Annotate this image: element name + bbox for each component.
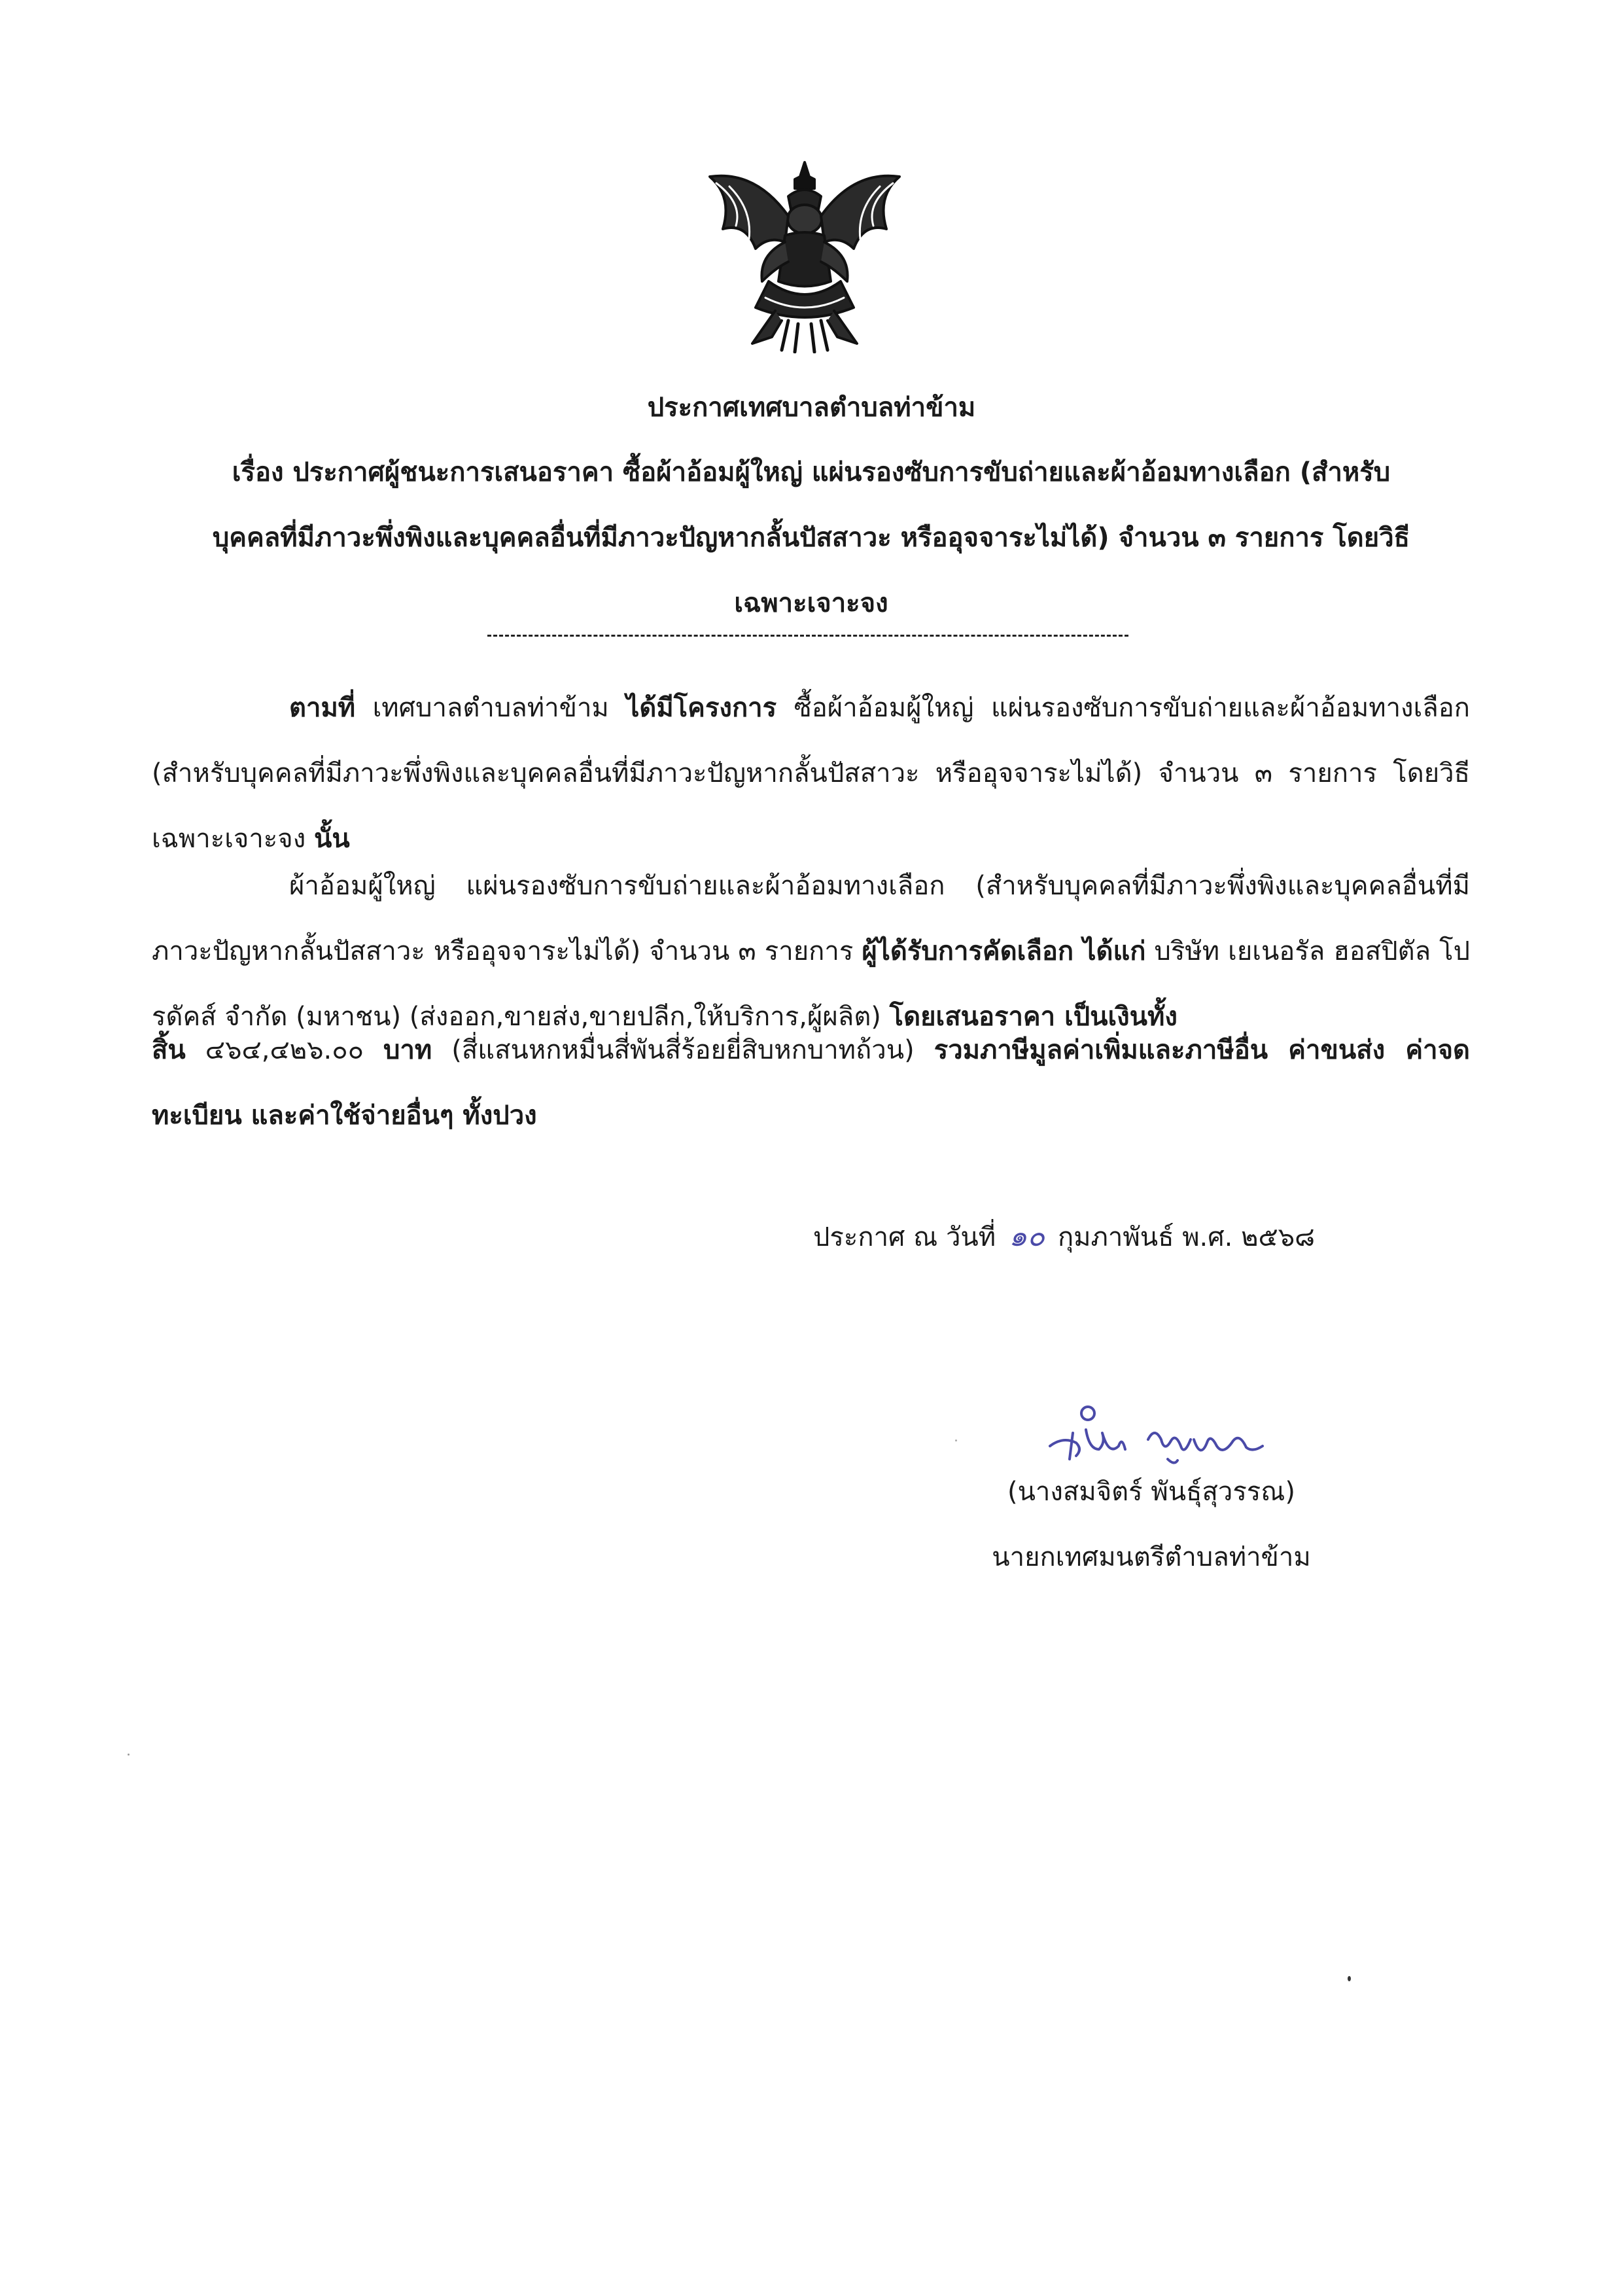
scan-speck [1348,1976,1351,1981]
separator-line [487,635,1128,637]
subject-text-1: ประกาศผู้ชนะการเสนอราคา ซื้อผ้าอ้อมผู้ใหญ่ แผ่นรองซับการขับถ่ายและผ้าอ้อมทางเลือก (สำหรับ [283,457,1391,487]
p2-offer: โดยเสนอราคา เป็นเงินทั้ง [889,1002,1178,1032]
announcement-title: ประกาศเทศบาลตำบลท่าข้าม [647,393,976,423]
scan-speck [128,1754,130,1756]
announcement-subject [150,440,1472,636]
date-day: ๑๐ [1009,1220,1045,1253]
p3-words: (สี่แสนหกหมื่นสี่พันสี่ร้อยยี่สิบหกบาทถ้วน) [432,1035,934,1065]
p3-tail: รวมภาษีมูลค่าเพิ่มและภาษีอื่น ค่าขนส่ง ค่าจดทะเบียน และค่าใช้จ่ายอื่นๆ ทั้งปวง [152,1035,1471,1131]
garuda-emblem-icon [697,157,913,353]
p2-company: บริษัท เยเนอรัล ฮอสปิตัล โปรดัคส์ จำกัด (มหาชน) (ส่งออก,ขายส่ง,ขายปลีก,ให้บริการ,ผู้ผลิต) [152,936,1471,1032]
signer-name: (นางสมจิตร์ พันธุ์สุวรรณ) [1007,1477,1296,1507]
p1-text: ซื้อผ้าอ้อมผู้ใหญ่ แผ่นรองซับการขับถ่ายและผ้าอ้อมทางเลือก (สำหรับบุคคลที่มีภาวะพึ่งพิงและบุคคลอื่นที่มีภาวะปัญหากลั้นปัสสาวะ หรืออุจจาระไม่ได้) จำนวน ๓ รายการ โดยวิธีเฉพาะเจาะจง [152,693,1470,854]
paragraph-background [152,675,1470,872]
paragraph-amount [152,1017,1470,1148]
subject-line-1 [150,440,1472,505]
subject-line-2: บุคคลที่มีภาวะพึ่งพิงและบุคคลอื่นที่มีภาวะปัญหากลั้นปัสสาวะ หรืออุจจาระไม่ได้) จำนวน ๓ รายการ โดยวิธี [212,523,1410,553]
p3-baht: บาท [383,1035,432,1065]
p2-selected: ผู้ได้รับการคัดเลือก ได้แก่ [862,936,1146,966]
date-suffix: กุมภาพันธ์ พ.ศ. ๒๕๖๘ [1057,1222,1315,1252]
signer-title: นายกเทศมนตรีตำบลท่าข้าม [992,1542,1311,1572]
announcement-date [813,1210,1315,1263]
p3-total-label: สิ้น [152,1035,186,1065]
p1-end: นั้น [313,824,350,854]
p1-org: เทศบาลตำบลท่าข้าม [355,693,627,723]
p1-has: ได้มีโครงการ [626,693,777,723]
p1-lead: ตามที่ [289,693,356,723]
scan-speck [955,1439,957,1441]
subject-line-3: เฉพาะเจาะจง [734,588,888,618]
handwritten-signature [1037,1400,1272,1472]
p2-text: ผ้าอ้อมผู้ใหญ่ แผ่นรองซับการขับถ่ายและผ้าอ้อมทางเลือก (สำหรับบุคคลที่มีภาวะพึ่งพิงและบุคคลอื่นที่มีภาวะปัญหากลั้นปัสสาวะ หรืออุจจาระไม่ได้) จำนวน ๓ รายการ [152,871,1470,966]
subject-label: เรื่อง [232,457,284,487]
date-prefix: ประกาศ ณ วันที่ [813,1222,996,1252]
p3-amount: ๔๖๔,๔๒๖.๐๐ [185,1035,384,1065]
